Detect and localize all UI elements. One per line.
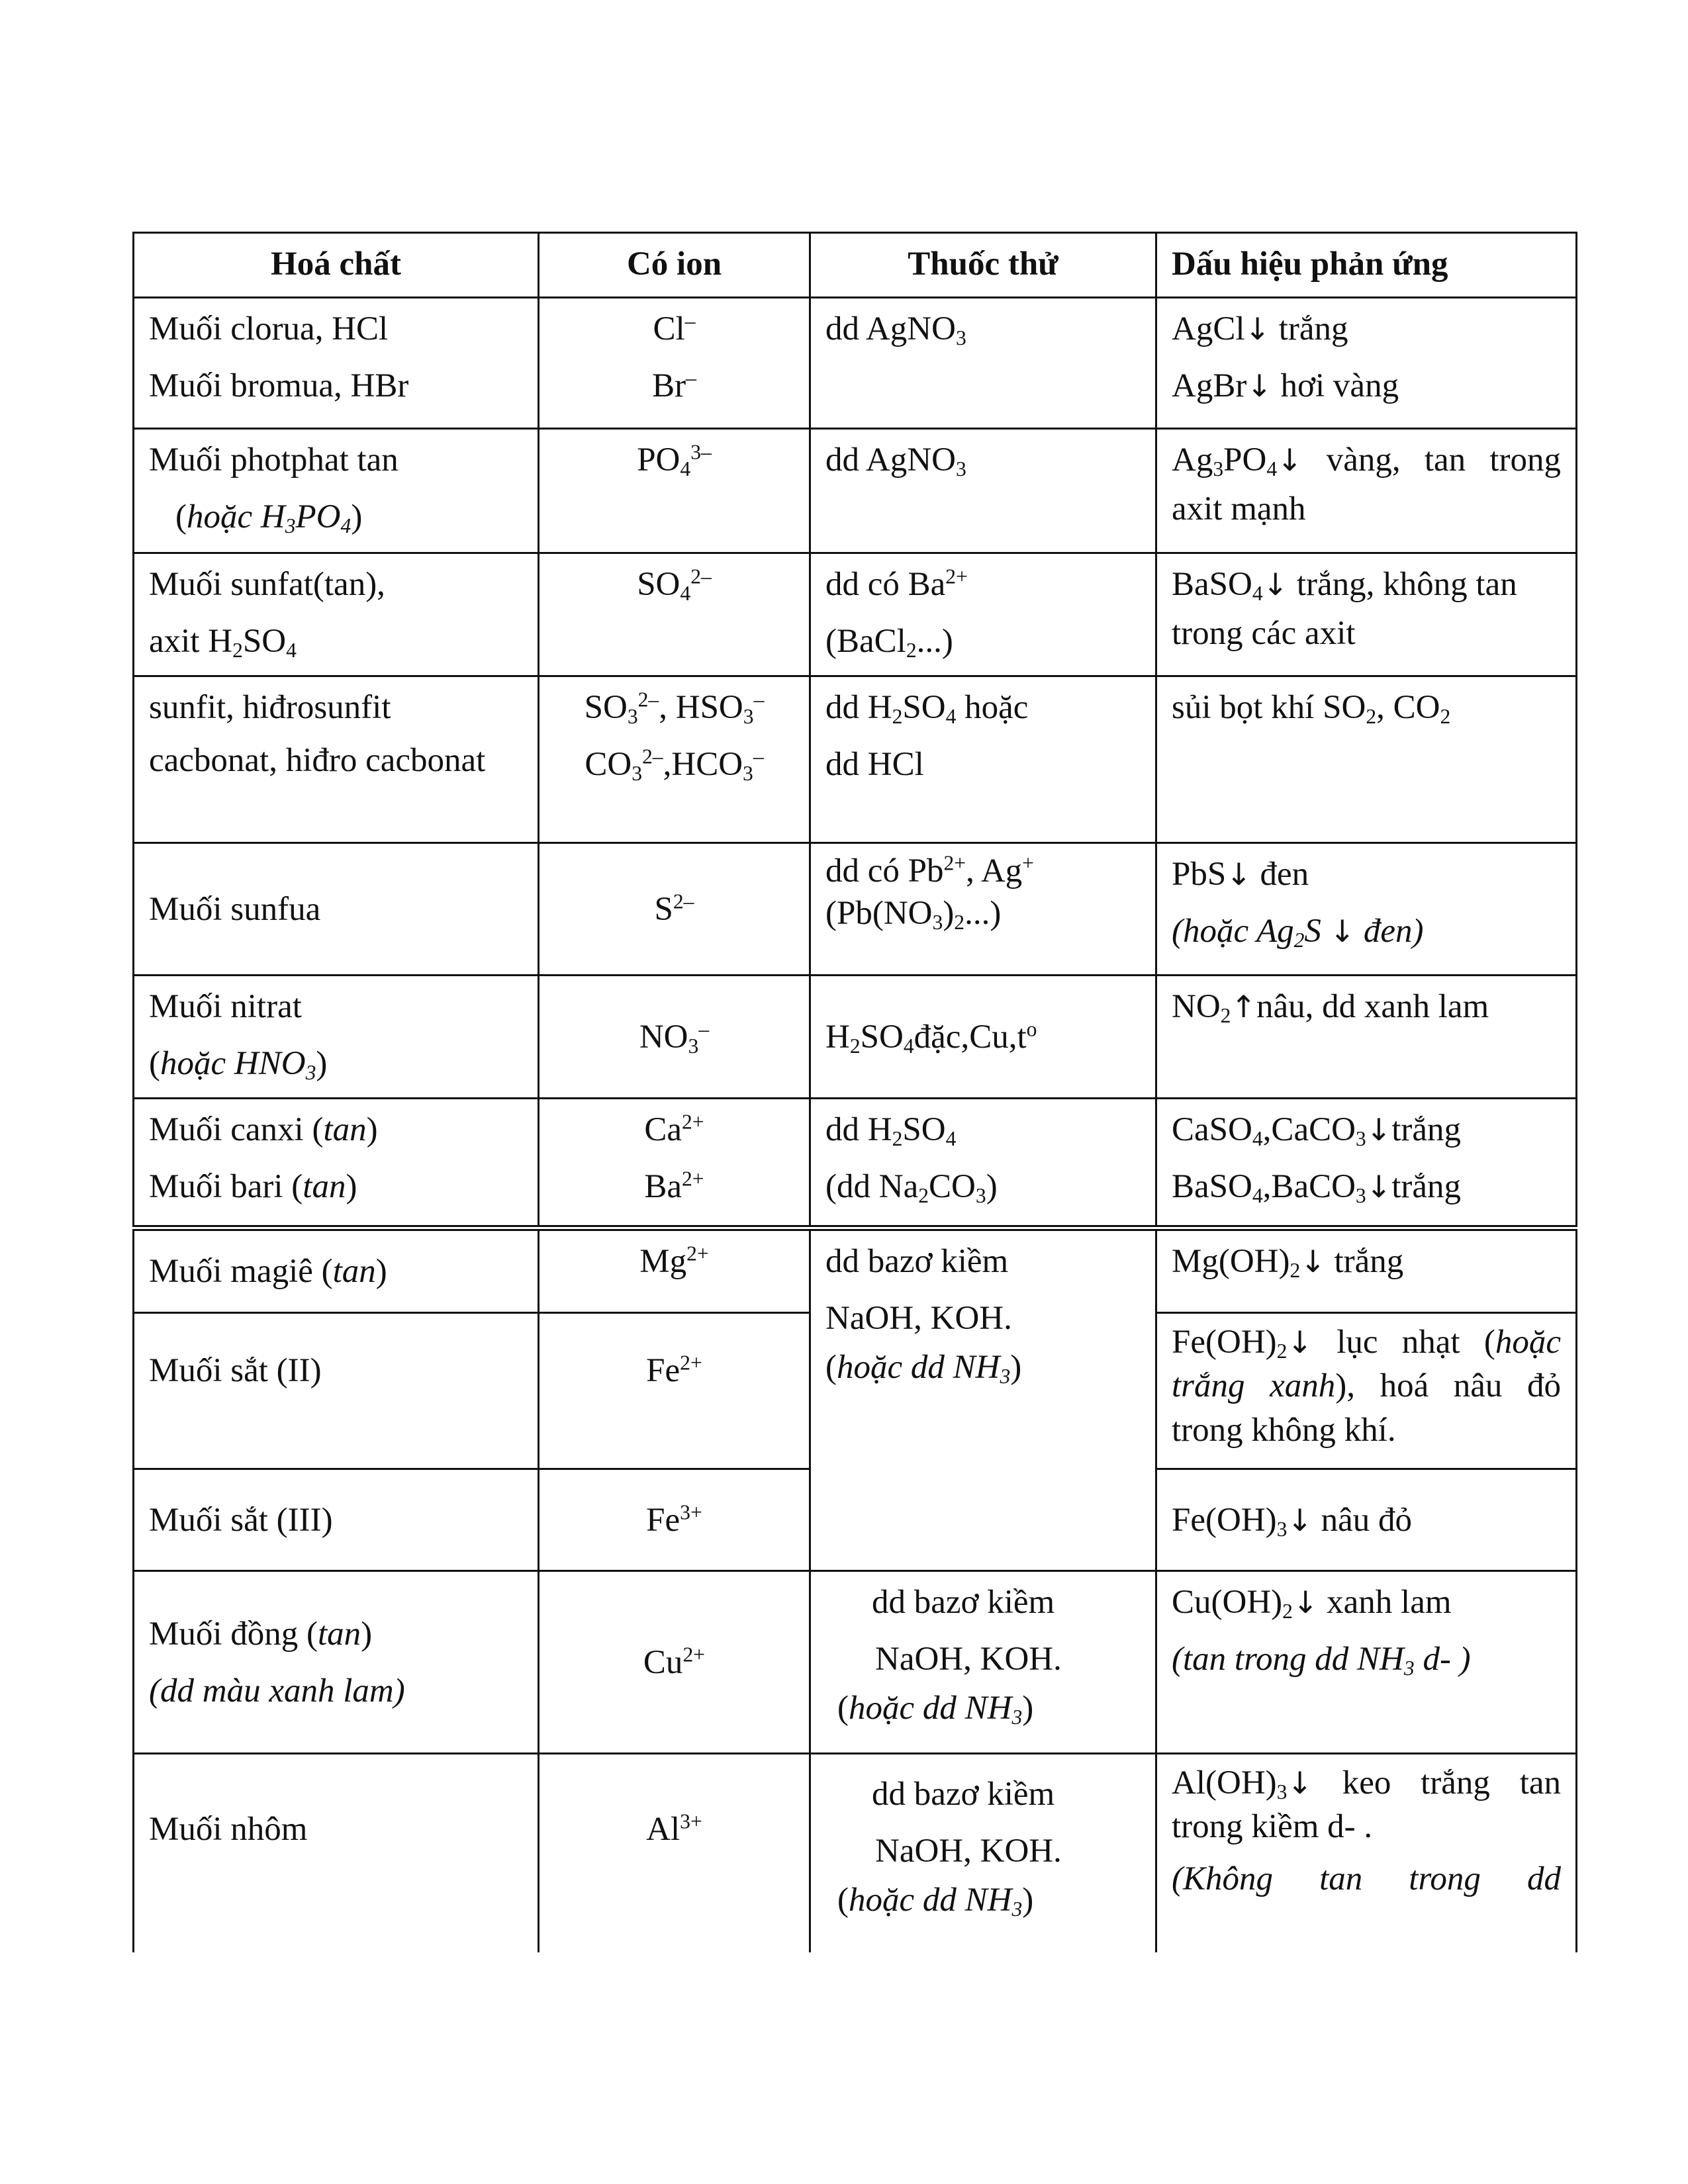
sign-text: Fe(OH) [1172,1501,1277,1539]
chemical-text: Muối sunfat(tan), [149,566,385,603]
reagent-text: ) [986,1167,998,1205]
subscript: 4 [903,1034,914,1058]
reagent-text: , Ag [966,852,1023,889]
paren: ) [351,498,363,535]
chemical-text: Muối sắt (III) [149,1501,333,1539]
subscript: 2 [1289,1258,1301,1282]
paren: ( [825,1348,837,1386]
chemical-cell [134,1754,539,1952]
paren: ) [316,1044,328,1082]
table-row [134,1099,1577,1228]
table-row [134,843,1577,976]
sign-cell [1156,676,1577,843]
ion-formula: CO [585,745,632,783]
chemical-text: axit H [149,622,233,660]
sign-cell [1156,1099,1577,1228]
reagent-italic: hoặc dd NH [848,1689,1012,1727]
sign-text: nâu đỏ [1312,1501,1413,1539]
sign-text: trắng [1391,1111,1461,1148]
chemical-text: sunfit, hiđrosunfit [149,689,391,726]
sign-text: trắng [1391,1167,1461,1205]
reagent-italic: hoặc dd NH [848,1881,1012,1919]
ion-formula: Fe [646,1352,680,1389]
precipitate-arrow-icon: ↓ [1226,856,1252,892]
chemical-italic: PO [295,498,341,535]
sign-text: hơi vàng [1272,367,1399,404]
paren: ( [175,498,187,535]
subscript: 3 [1000,1364,1011,1388]
reagent-text: dd bazơ kiềm [872,1584,1055,1621]
chemical-text: Muối nitrat [149,988,302,1025]
reagent-text: dd H [825,689,892,726]
chemical-text: Muối magiê ( [149,1253,333,1291]
ion-charge: 2+ [680,1351,702,1375]
ion-cell [539,843,810,976]
sign-cell [1156,976,1577,1099]
precipitate-arrow-icon: ↓ [1287,1765,1313,1801]
subscript: 3 [285,514,296,537]
chemical-cell [134,1571,539,1754]
subscript: 2 [1276,1339,1288,1363]
sign-text: lục nhạt ( [1312,1324,1495,1361]
paren: ) [361,1615,373,1653]
sign-text: Mg(OH) [1172,1243,1290,1280]
ion-charge: 2+ [682,1643,706,1666]
table-row [134,553,1577,676]
subscript: 4 [945,704,957,728]
chemical-italic: tan [323,1111,367,1148]
chemical-cell [134,1313,539,1469]
reagent-text: hoặc [956,689,1029,726]
paren: ( [837,1689,849,1727]
sign-text: Cu(OH) [1172,1584,1283,1621]
chemical-cell [134,553,539,676]
reagent-text: dd bazơ kiềm [825,1243,1009,1280]
subscript: 2 [1293,928,1305,952]
chemical-text: Muối nhôm [149,1811,308,1848]
reagent-text: SO [902,689,946,726]
table-row [134,429,1577,553]
subscript: 4 [1252,581,1263,605]
subscript: 3 [1276,1517,1288,1541]
subscript: 4 [1252,1183,1263,1207]
reagent-text: ...) [916,622,953,660]
chemical-italic: hoặc HNO [160,1044,306,1082]
sign-text: ), hoá nâu đỏ trong không khí. [1172,1367,1562,1449]
chemical-text: Muối canxi ( [149,1111,324,1148]
ion-cell [539,1228,810,1313]
subscript: 2 [954,910,965,934]
subscript: 3 [1276,1780,1288,1803]
subscript: 3 [1011,1897,1023,1921]
precipitate-arrow-icon: ↓ [1366,1112,1392,1148]
subscript: 3 [743,704,754,728]
sign-cell [1156,429,1577,553]
chemical-italic: tan [318,1615,361,1653]
sign-text: AgBr [1172,367,1247,404]
sign-cell [1156,298,1577,429]
subscript: 3 [955,457,966,480]
paren: ) [366,1111,378,1148]
table-row [134,1228,1577,1313]
subscript: 2 [1220,1003,1231,1027]
subscript: 3 [1213,457,1224,480]
ion-cell [539,298,810,429]
sign-text: BaSO [1172,1167,1252,1205]
subscript: 2 [1282,1599,1293,1623]
chemical-text: Muối bromua, HBr [149,367,409,404]
sign-text: BaSO [1172,566,1252,603]
subscript: 3 [1403,1656,1415,1680]
sign-text: nâu, dd xanh lam [1256,988,1489,1025]
ion-formula: Cl [653,310,685,347]
reagent-text: (BaCl [825,622,906,660]
ion-charge: 2– [673,889,694,913]
chemical-text: Muối clorua, HCl [149,310,389,347]
paren: ) [1010,1348,1022,1386]
precipitate-arrow-icon: ↓ [1287,1324,1313,1360]
ion-formula: Al [646,1811,680,1848]
paren: ) [1022,1689,1034,1727]
reagent-text: SO [902,1111,946,1148]
reagent-text: dd AgNO [825,441,956,478]
sign-cell [1156,1571,1577,1754]
subscript: 3 [632,761,642,785]
ion-cell [539,1313,810,1469]
subscript: 3 [1355,1183,1366,1207]
sign-italic: (Không tan trong dd [1172,1860,1561,1897]
chemical-text: Muối sắt (II) [149,1352,322,1389]
ion-charge: 2+ [686,1242,709,1265]
ion-formula: Cu [643,1643,683,1681]
reagent-text: NaOH, KOH. [825,1299,1012,1337]
subscript: 4 [286,638,297,662]
sign-text: ,CaCO [1262,1111,1356,1148]
sign-italic: đen) [1355,912,1424,950]
subscript: 3 [627,704,638,728]
reagent-cell [810,1099,1156,1228]
chemical-text: SO [242,622,287,660]
sign-text: vàng, tan trong axit mạnh [1172,441,1561,527]
sign-text: PO [1223,441,1267,478]
paren: ) [1022,1881,1034,1919]
subscript: 4 [945,1126,957,1150]
ion-formula: Ba [644,1167,682,1205]
subscript: 2 [232,638,243,662]
sign-text: Al(OH) [1172,1764,1277,1801]
ion-cell [539,1754,810,1952]
subscript: 3 [1355,1126,1366,1150]
ion-formula: Mg [639,1243,687,1280]
ion-charge: 2+ [945,565,968,588]
ion-charge: – [684,309,696,333]
ion-charge: 2+ [682,1110,704,1134]
ion-formula: Ca [644,1111,682,1148]
subscript: 2 [1366,704,1377,728]
chemical-cell [134,298,539,429]
ion-charge: 2– [642,745,663,768]
reagent-cell [810,843,1156,976]
reagent-text: dd H [825,1111,892,1148]
subscript: 4 [340,514,352,537]
sign-text: NO [1172,988,1221,1025]
reagent-text: H [825,1018,850,1056]
chemical-text: Muối đồng ( [149,1615,318,1653]
subscript: 2 [849,1034,861,1058]
ion-cell [539,676,810,843]
chemical-italic: tan [303,1167,346,1205]
ion-charge: 2+ [943,851,966,875]
sign-cell [1156,553,1577,676]
paren: ( [837,1881,849,1919]
chemical-cell [134,976,539,1099]
precipitate-arrow-icon: ↓ [1246,367,1272,404]
reagent-text: dd bazơ kiềm [872,1776,1055,1813]
ion-charge: + [1022,851,1034,875]
subscript: 4 [1252,1126,1263,1150]
reagent-cell [810,976,1156,1099]
reagent-text: (dd Na [825,1167,919,1205]
reagent-text: ) [943,894,955,932]
sign-italic: (hoặc Ag [1172,912,1294,950]
chemical-italic: tan [332,1253,376,1291]
chemical-cell [134,843,539,976]
subscript: 3 [975,1183,986,1207]
sign-cell [1156,1313,1577,1469]
reagent-text: dd có Ba [825,566,946,603]
sign-cell [1156,1228,1577,1313]
precipitate-arrow-icon: ↓ [1366,1168,1392,1205]
precipitate-arrow-icon: ↓ [1244,311,1270,347]
reagent-text: (Pb(NO [825,894,933,932]
reagent-text: dd có Pb [825,852,944,889]
ion-charge: – [753,745,764,768]
sign-cell [1156,1754,1577,1952]
ion-identification-table [132,232,1577,1952]
chemical-cell [134,429,539,553]
sign-text: keo trắng tan trong kiềm d- . [1172,1764,1561,1846]
subscript: 3 [743,761,753,785]
table-row [134,1571,1577,1754]
paren: ) [375,1253,387,1291]
paren: ( [149,1044,160,1082]
ion-formula: SO [584,689,628,726]
ion-formula: Fe [646,1501,680,1539]
header-reagent: Thuốc thử [810,233,1156,298]
table-row [134,1754,1577,1952]
subscript: 3 [932,910,943,934]
ion-charge: 2– [637,688,659,711]
reagent-cell [810,1228,1156,1571]
sign-text: Ag [1172,441,1213,478]
ion-charge: 2– [690,565,712,588]
header-sign: Dấu hiệu phản ứng [1156,233,1577,298]
ion-formula: NO [639,1018,688,1056]
sign-text: xanh lam [1318,1584,1452,1621]
ion-charge: – [686,366,696,390]
ion-charge: 3– [690,440,712,464]
sign-text: đen [1251,856,1309,893]
ion-charge: 2+ [682,1167,704,1191]
table-row [134,676,1577,843]
header-ion: Có ion [539,233,810,298]
sign-text: , CO [1376,689,1440,726]
ion-charge: 3+ [680,1500,702,1524]
subscript: 2 [1440,704,1451,728]
reagent-text: dd HCl [825,745,924,783]
ion-cell [539,1099,810,1228]
reagent-cell [810,298,1156,429]
ion-formula: , HSO [659,689,743,726]
reagent-text: SO [860,1018,904,1056]
sign-italic: hoặc trắng xanh [1172,1324,1561,1405]
chemical-cell [134,1228,539,1313]
ion-charge: 3+ [680,1809,702,1833]
paren: ) [346,1167,357,1205]
chemical-text: Muối photphat tan [149,441,399,478]
subscript: 4 [1266,457,1278,480]
reagent-cell [810,1754,1156,1952]
ion-cell [539,429,810,553]
ion-charge: – [698,1017,710,1041]
table-row [134,976,1577,1099]
ion-cell [539,553,810,676]
ion-formula: PO [637,441,680,478]
precipitate-arrow-icon: ↓ [1277,442,1303,478]
reagent-text: dd AgNO [825,310,956,347]
chemical-text: cacbonat, hiđro cacbonat [149,741,486,779]
precipitate-arrow-icon: ↓ [1300,1244,1326,1279]
sign-text: trắng [1270,310,1348,347]
subscript: 3 [305,1060,316,1084]
ion-cell [539,1469,810,1571]
ion-charge: – [753,688,765,711]
sign-text: PbS [1172,856,1227,893]
sign-text: Fe(OH) [1172,1324,1277,1361]
reagent-text: NaOH, KOH. [875,1832,1062,1870]
superscript: o [1026,1017,1037,1041]
reagent-text: CO [929,1167,976,1205]
sign-text: sủi bọt khí SO [1172,689,1366,726]
subscript: 3 [1011,1705,1023,1729]
precipitate-arrow-icon: ↓ [1329,913,1356,949]
precipitate-arrow-icon: ↓ [1262,567,1289,602]
reagent-text: đặc,Cu,t [914,1018,1027,1056]
chemical-text: Muối sunfua [149,890,321,928]
chemical-italic: hoặc H [186,498,285,535]
reagent-cell [810,1571,1156,1754]
ion-formula: Br [652,367,686,404]
table-row [134,298,1577,429]
reagent-italic: hoặc dd NH [836,1348,1000,1386]
sign-italic: d- ) [1414,1640,1471,1678]
chemical-text: Muối bari ( [149,1167,303,1205]
header-chemical: Hoá chất [134,233,539,298]
precipitate-arrow-icon: ↓ [1287,1502,1313,1538]
reagent-cell [810,676,1156,843]
subscript: 3 [955,326,966,349]
gas-arrow-icon: ↑ [1231,989,1256,1024]
sign-italic: (tan trong dd NH [1172,1640,1404,1678]
sign-cell [1156,843,1577,976]
reagent-cell [810,553,1156,676]
subscript: 4 [680,457,691,480]
reagent-cell [810,429,1156,553]
chemical-italic: (dd màu xanh lam) [149,1672,405,1709]
subscript: 2 [892,1126,903,1150]
chemical-cell [134,1099,539,1228]
ion-formula: S [654,890,673,928]
sign-text: ,BaCO [1262,1167,1356,1205]
subscript: 2 [892,704,903,728]
subscript: 2 [906,638,917,662]
precipitate-arrow-icon: ↓ [1292,1584,1319,1620]
ion-cell [539,1571,810,1754]
subscript: 3 [688,1034,699,1058]
ion-formula: ,HCO [663,745,743,783]
subscript: 2 [918,1183,929,1207]
ion-cell [539,976,810,1099]
sign-text: trắng, không tan trong các axit [1172,566,1517,652]
chemical-cell [134,676,539,843]
chemical-cell [134,1469,539,1571]
reagent-text: ...) [964,894,1002,932]
sign-cell [1156,1469,1577,1571]
sign-text: AgCl [1172,310,1245,347]
reagent-text: NaOH, KOH. [875,1640,1062,1678]
sign-text: CaSO [1172,1111,1252,1148]
subscript: 4 [680,581,691,605]
sign-italic: S [1304,912,1330,950]
table-header-row [134,233,1577,298]
ion-formula: SO [637,566,680,603]
sign-text: trắng [1325,1243,1404,1280]
